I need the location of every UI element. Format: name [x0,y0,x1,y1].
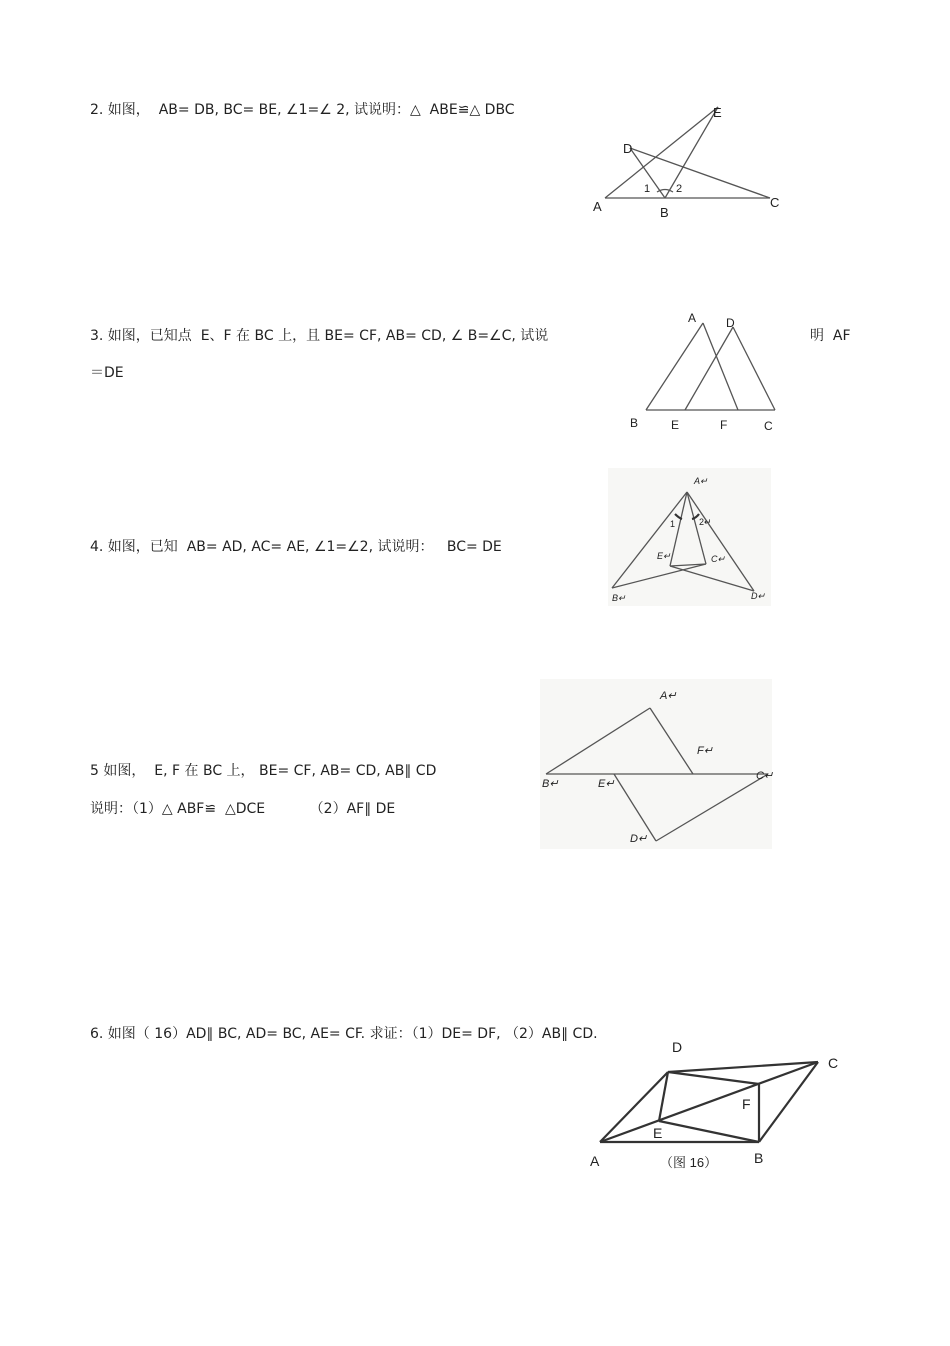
point-label-B: B↵ [542,778,559,790]
figure-caption: （图 16） [660,1155,718,1170]
angle-label-2: 2↵ [699,517,712,527]
problem-5-text: 5 如图， E, F 在 BC 上， BE= CF, AB= CD, AB∥ CD [90,763,437,779]
problem-5-text-2: 说明：（1）△ ABF≌ △DCE （2）AF∥ DE [90,801,396,817]
problem-6-text: 6. 如图（ 16）AD∥ BC, AD= BC, AE= CF. 求证：（1）DE= DF, （2）AB∥ CD. [90,1026,598,1042]
problem-3-text-end: ＝DE [90,365,124,381]
point-label-B: B [630,416,639,430]
segment-AF [703,323,738,410]
point-label-D: D↵ [630,833,648,845]
point-label-F: F↵ [697,745,713,757]
point-label-D: D [726,316,735,330]
point-label-E: E [671,418,680,432]
figure-background [540,679,772,849]
point-label-B: B [660,205,669,220]
point-label-E: E [653,1125,663,1141]
problem-3-figure [618,305,788,440]
problem-3-text: 3. 如图，已知点 E、F 在 BC 上，且 BE= CF, AB= CD, ∠ B=∠C, 试说 [90,328,549,344]
point-label-E: E↵ [657,551,671,561]
point-label-C: C [828,1055,839,1071]
point-label-E: E↵ [598,778,615,790]
angle-label-1: 1 [644,183,651,195]
angle-label-2: 2 [676,183,683,195]
segment-AC [600,1062,818,1142]
problem-4-figure [608,468,771,606]
point-label-D: D [672,1039,683,1055]
segment-AB [646,323,703,410]
point-label-B: B [754,1150,764,1166]
problem-3-text-cont: 明 AF [810,328,851,344]
point-label-D: D [623,141,633,156]
point-label-A: A↵ [694,476,708,486]
point-label-A: A [593,199,602,214]
point-label-C: C↵ [711,554,726,564]
point-label-F: F [742,1096,751,1112]
segment-DF [668,1072,759,1084]
point-label-F: F [720,418,728,432]
segment-DC [630,148,770,198]
figure-background [608,468,771,606]
segment-EB [659,1121,759,1142]
point-label-A: A↵ [660,690,677,702]
problem-2-figure [585,95,795,225]
point-label-C: C [764,419,773,433]
point-label-C: C [770,195,780,210]
segment-AE [605,107,718,198]
point-label-C: C↵ [756,770,774,782]
angle-label-1: 1 [670,519,676,529]
point-label-D: D↵ [751,591,766,601]
segment-DC [733,327,775,410]
point-label-A: A [688,311,697,325]
problem-5-figure [540,679,772,849]
problem-4-text: 4. 如图，已知 AB= AD, AC= AE, ∠1=∠2, 试说明： BC= DE [90,539,502,555]
segment-BE [665,107,718,198]
problem-2-text: 2. 如图， AB= DB, BC= BE, ∠1=∠ 2, 试说明：△ ABE≌△ DBC [90,102,515,118]
point-label-E: E [713,105,722,120]
problem-6-figure [585,1035,850,1180]
point-label-B: B↵ [612,593,626,603]
segment-CB [759,1062,818,1142]
point-label-A: A [590,1153,600,1169]
